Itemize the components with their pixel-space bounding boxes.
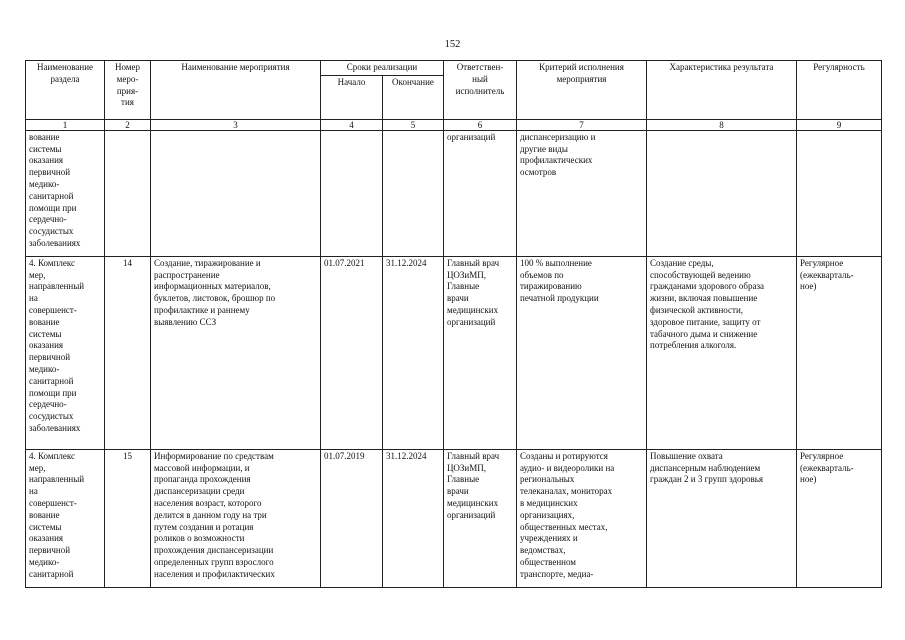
regularity-cell: Регулярное (ежекварталь- ное) xyxy=(797,256,882,449)
section-cell: 4. Комплекс мер, направленный на совершенст- вование системы оказания первичной медико- санитарной xyxy=(26,449,105,587)
regularity-cell: Регулярное (ежекварталь- ное) xyxy=(797,449,882,587)
table-row xyxy=(26,256,882,449)
section-cell: 4. Комплекс мер, направленный на совершенст- вование системы оказания первичной медико- санитарной помощи при сердечно- сосудистых заболеваниях xyxy=(26,256,105,449)
end-cell: 31.12.2024 xyxy=(383,449,444,587)
column-number: 3 xyxy=(151,119,321,130)
header-event: Наименование мероприятия xyxy=(151,61,321,120)
result-cell: Создание среды, способствующей ведению гражданами здорового образа жизни, включая повышение физической активности, здоровое питание, защиту от табачного дыма и снижение потребления алкоголя. xyxy=(647,256,797,449)
column-number: 1 xyxy=(26,119,105,130)
event-cell: Информирование по средствам массовой информации, и пропаганда прохождения диспансеризации среди населения возраст, которого делится в данном году на три путем создания и ротация роликов о возможности прохождения диспансеризации определенных групп взрослого населения и профилактических xyxy=(151,449,321,587)
event-cell: Создание, тиражирование и распространение информационных материалов, буклетов, листовок, брошюр по профилактике и раннему выявлению ССЗ xyxy=(151,256,321,449)
header-number: Номер меро- прия- тия xyxy=(105,61,151,120)
number-cell: 14 xyxy=(105,256,151,449)
criterion-cell: 100 % выполнение объемов по тиражированию печатной продукции xyxy=(517,256,647,449)
table-row xyxy=(26,449,882,587)
page-number: 152 xyxy=(444,39,461,50)
header-regularity: Регулярность xyxy=(797,61,882,120)
header-criterion: Критерий исполнения мероприятия xyxy=(517,61,647,120)
header-result: Характеристика результата xyxy=(647,61,797,120)
end-cell: 31.12.2024 xyxy=(383,256,444,449)
column-number-row xyxy=(26,119,882,130)
number-cell xyxy=(105,130,151,256)
header-responsible: Ответствен- ный исполнитель xyxy=(444,61,517,120)
result-cell: Повышение охвата диспансерным наблюдением граждан 2 и 3 групп здоровья xyxy=(647,449,797,587)
responsible-cell: Главный врач ЦОЗиМП, Главные врачи медицинских организаций xyxy=(444,256,517,449)
result-cell xyxy=(647,130,797,256)
plan-table xyxy=(25,60,882,588)
start-cell: 01.07.2021 xyxy=(321,256,383,449)
criterion-cell: Созданы и ротируются аудио- и видеоролики на региональных телеканалах, мониторах в медицинских организациях, общественных местах, учреждениях и ведомствах, общественном транспорте, медиа- xyxy=(517,449,647,587)
responsible-cell: организаций xyxy=(444,130,517,256)
start-cell xyxy=(321,130,383,256)
number-cell: 15 xyxy=(105,449,151,587)
table-row xyxy=(26,130,882,256)
column-number: 8 xyxy=(647,119,797,130)
column-number: 6 xyxy=(444,119,517,130)
column-number: 5 xyxy=(383,119,444,130)
column-number: 7 xyxy=(517,119,647,130)
header-start: Начало xyxy=(321,75,383,119)
criterion-cell: диспансеризацию и другие виды профилактических осмотров xyxy=(517,130,647,256)
header-end: Окончание xyxy=(383,75,444,119)
end-cell xyxy=(383,130,444,256)
column-number: 4 xyxy=(321,119,383,130)
event-cell xyxy=(151,130,321,256)
column-number: 2 xyxy=(105,119,151,130)
header-section: Наименование раздела xyxy=(26,61,105,120)
start-cell: 01.07.2019 xyxy=(321,449,383,587)
header-terms: Сроки реализации xyxy=(321,61,444,76)
responsible-cell: Главный врач ЦОЗиМП, Главные врачи медицинских организаций xyxy=(444,449,517,587)
section-cell: вование системы оказания первичной медико- санитарной помощи при сердечно- сосудистых заболеваниях xyxy=(26,130,105,256)
header-row xyxy=(26,61,882,76)
regularity-cell xyxy=(797,130,882,256)
column-number: 9 xyxy=(797,119,882,130)
